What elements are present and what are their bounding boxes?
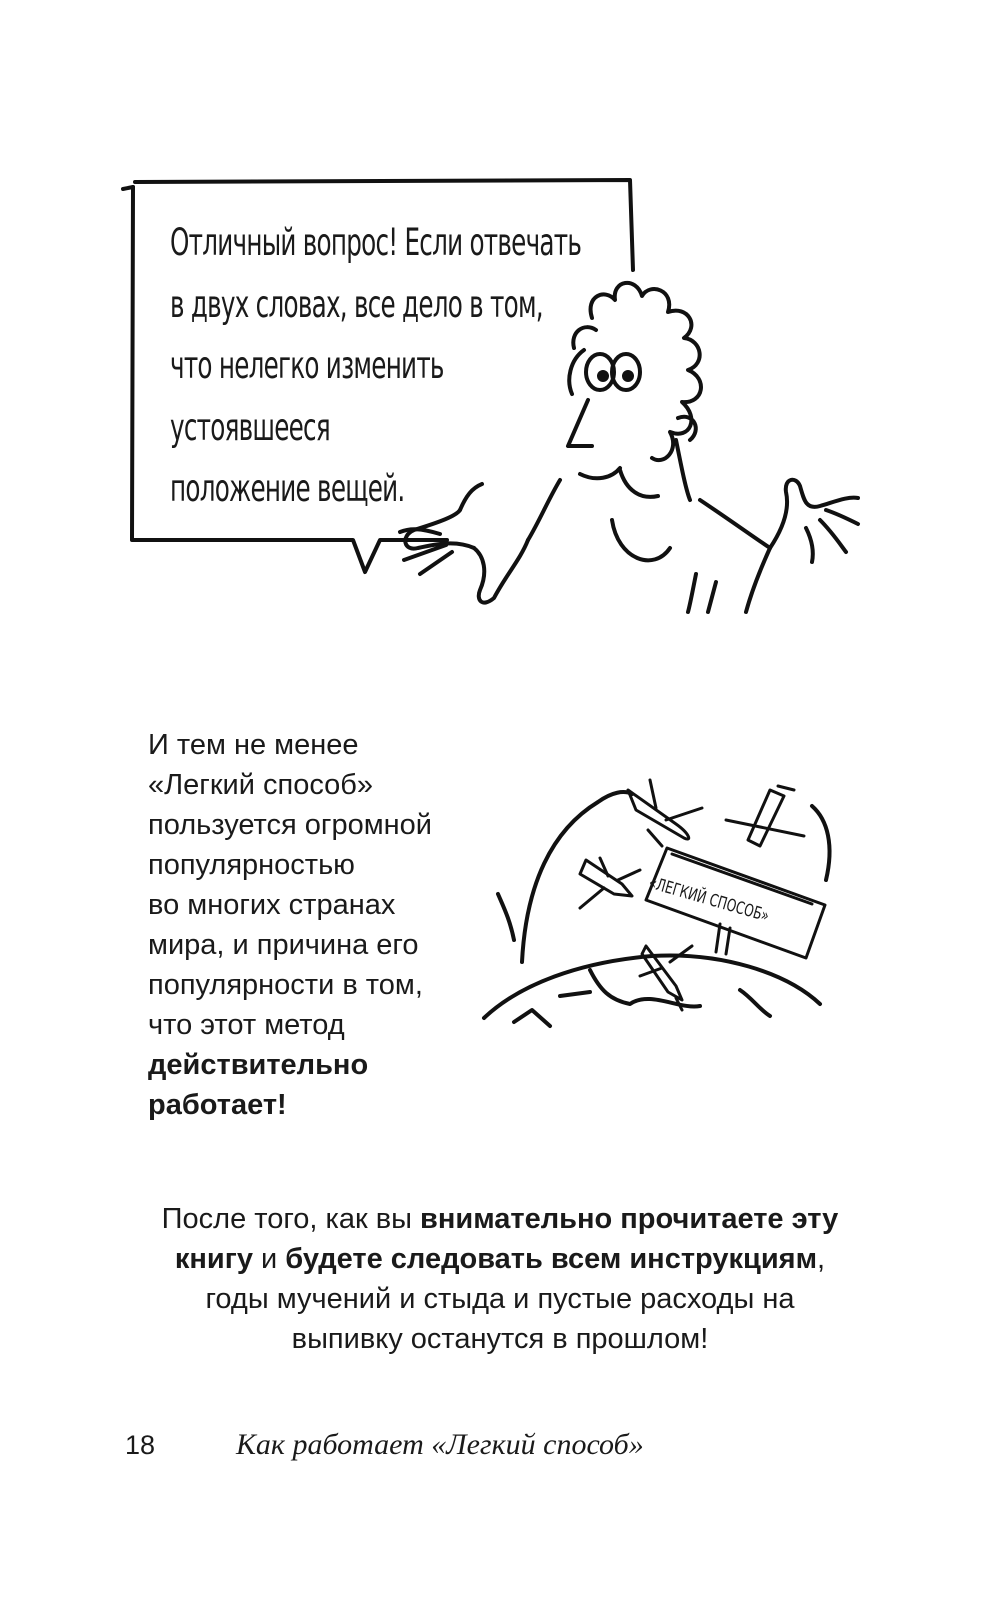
speech-bubble-text — [170, 212, 582, 520]
paragraph-bold-line: действительно — [148, 1049, 369, 1081]
globe-with-planes-drawing — [484, 780, 830, 1026]
closing-line: выпивку останутся в прошлом! — [291, 1323, 709, 1355]
closing-text: После того, как вы — [161, 1203, 421, 1235]
closing-text: и — [252, 1243, 286, 1275]
paragraph-line: «Легкий способ» — [148, 769, 374, 801]
closing-line: годы мучений и стыда и пустые расходы на — [205, 1283, 795, 1315]
bubble-line: устоявшееся — [170, 405, 330, 449]
closing-paragraph — [100, 1199, 900, 1359]
paragraph-line: И тем не менее — [148, 729, 359, 761]
closing-emphasis: будете следовать всем инструкциям — [285, 1243, 818, 1275]
paragraph-line: популярности в том, — [148, 969, 423, 1001]
closing-text: , — [817, 1243, 826, 1275]
paragraph-line: во многих странах — [148, 889, 396, 921]
paragraph-line: что этот метод — [148, 1009, 345, 1041]
bubble-line: Отличный вопрос! Если отвечать — [170, 221, 582, 264]
closing-line — [100, 1199, 900, 1239]
running-title: Как работает «Легкий способ» — [236, 1428, 644, 1461]
page-number: 18 — [125, 1430, 156, 1460]
bubble-line: что нелегко изменить — [170, 344, 444, 387]
paragraph-bold-line: работает! — [148, 1089, 287, 1121]
closing-emphasis: книгу — [174, 1243, 253, 1275]
paragraph-line: пользуется огромной — [148, 809, 432, 841]
closing-line — [100, 1239, 900, 1279]
sign-label: «ЛЕГКИЙ СПОСОБ» — [646, 873, 772, 927]
bubble-line: положение вещей. — [170, 467, 405, 510]
paragraph-line: популярностью — [148, 849, 355, 881]
body-paragraph — [148, 725, 488, 1125]
bubble-line: в двух словах, все дело в том, — [170, 282, 543, 326]
closing-emphasis: внимательно прочитаете эту — [420, 1203, 839, 1235]
paragraph-line: мира, и причина его — [148, 929, 419, 961]
